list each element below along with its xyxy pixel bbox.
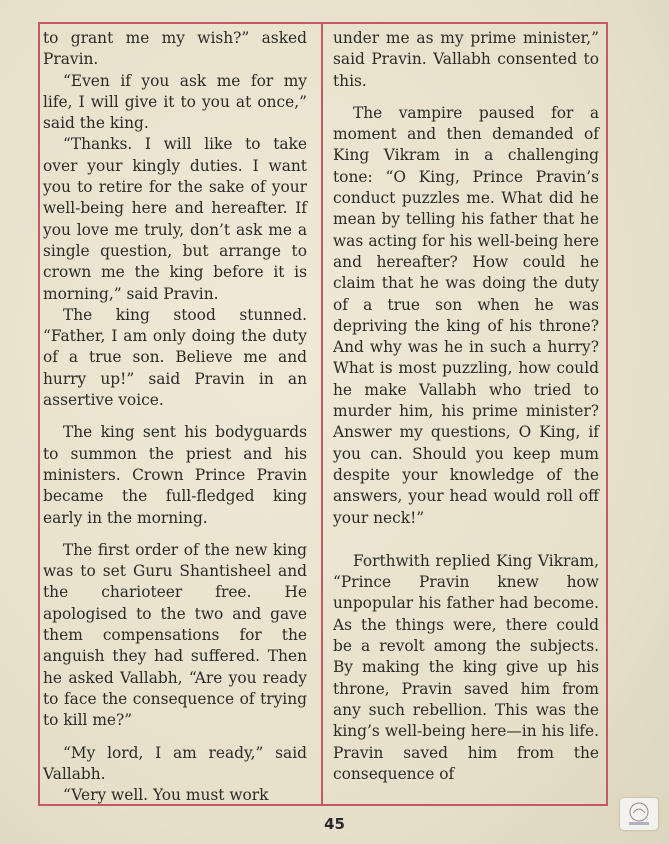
left-text-column bbox=[43, 28, 307, 806]
paragraph: “Very well. You must work bbox=[63, 786, 269, 805]
paragraph: “My lord, I am ready,” said Vallabh. bbox=[43, 743, 307, 783]
paragraph: “Even if you ask me for my life, I will give it to you at once,” said the king. bbox=[43, 71, 307, 133]
paragraph: “Thanks. I will like to take over your kingly duties. I want you to retire for the sake of your well-being here and hereafter. If you love me truly, don’t ask me a single question, but arrange to crown me the king before it is morning,” said Pravin. bbox=[43, 135, 307, 303]
column-divider bbox=[321, 22, 323, 806]
paragraph: under me as my prime minister,” said Pravin. Vallabh consented to this. bbox=[333, 29, 599, 90]
right-text-column bbox=[333, 28, 599, 785]
paragraph: to grant me my wish?” asked Pravin. bbox=[43, 29, 307, 69]
paragraph: The first order of the new king was to set Guru Shantisheel and the charioteer free. He apologised to the two and gave them compensations for the anguish they had suffered. Then he asked Vallabh, “Are you ready to face the consequence of trying to kill me?” bbox=[43, 540, 307, 730]
paragraph: The king stood stunned. “Father, I am only doing the duty of a true son. Believe me and hurry up!” said Pravin in an assertive voice. bbox=[43, 305, 307, 410]
page-number: 45 bbox=[324, 815, 345, 833]
library-stamp-icon bbox=[620, 798, 658, 830]
paragraph: Forthwith replied King Vikram, “Prince Pravin knew how unpopular his father had become. As the things were, there could be a revolt among the subjects. By making the king give up his throne, Pravin saved him from any such rebellion. This was the king’s well-being here—in his life. Pravin saved him from the consequence of bbox=[333, 551, 599, 783]
paragraph: The king sent his bodyguards to summon the priest and his ministers. Crown Prince Pravin became the full-fledged king early in the morning. bbox=[43, 423, 307, 527]
paragraph: The vampire paused for a moment and then demanded of King Vikram in a challenging tone: “O King, Prince Pravin’s conduct puzzles me. What did he mean by telling his father that he was acting for his well-being here and hereafter? How could he claim that he was doing the duty of a true son when he was depriving the king of his throne? And why was he in such a hurry? What is most puzzling, how could he make Vallabh who tried to murder him, his prime minister? Answer my questions, O King, if you can. Should you keep mum despite your knowledge of the answers, your head would roll off your neck!” bbox=[333, 103, 599, 527]
